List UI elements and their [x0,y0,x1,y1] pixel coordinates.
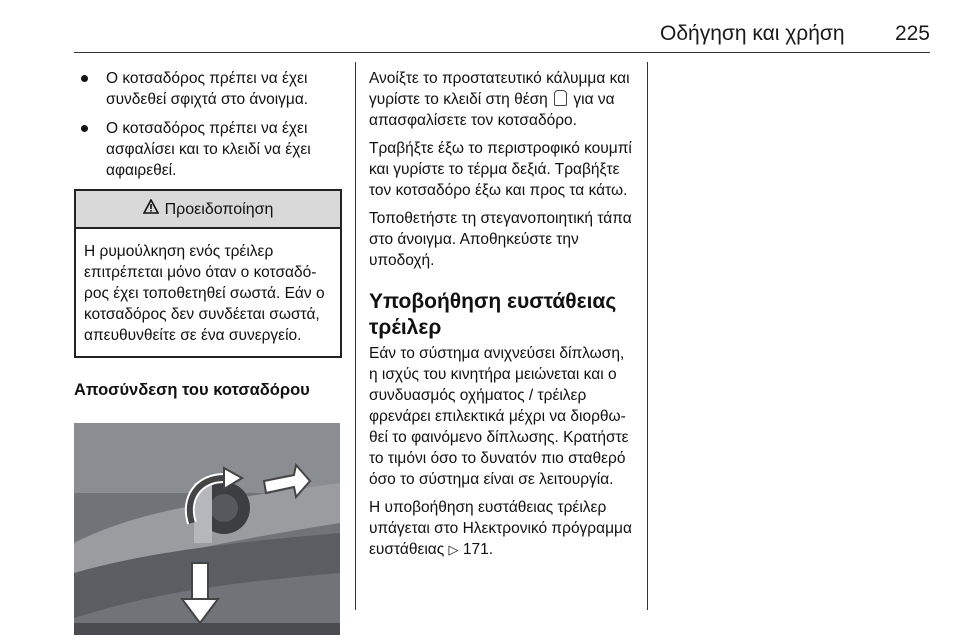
paragraph-text: Η υποβοήθηση ευστάθειας τρέιλερ υπάγεται στο Ηλεκτρονικό πρόγραμμα ευστάθειας [369,499,632,558]
warning-box [74,189,342,358]
page-number: 225 [894,22,930,45]
warning-triangle-icon [143,199,159,220]
cross-reference-icon: ▷ [448,542,459,557]
warning-title: Προειδοποίηση [164,200,274,218]
paragraph [369,68,634,131]
section-subheading: Αποσύνδεση του κοτσαδόρου [74,381,310,399]
header-title: Οδήγηση και χρήση [660,22,845,45]
paragraph: Τοποθετήστε τη στεγανοποιητική τάπα στο άνοιγμα. Αποθηκεύστε την υποδοχή. [369,210,632,269]
column-divider [355,62,356,610]
section-heading: Υποβοήθηση ευστάθειας τρέιλερ [369,290,617,339]
paragraph: Εάν το σύστημα ανιχνεύσει δίπλωση, η ισχύς του κινητήρα μειώνεται και ο συνδυασμός οχήματος / τρέιλερ φρενάρει επιλεκτικά μέχρι να διορθωθεί το φαινόμενο δίπλωσης. Κρατήστε το τιμόνι όσο το δυνατόν πιο σταθερό όσο το σύστημα είναι σε λειτουργία. [369,345,629,488]
paragraph-text: για να απασφαλίσετε τον κοτσαδόρο. [369,91,615,129]
paragraph [369,497,634,560]
right-margin-rule [647,62,648,610]
unlock-key-icon [554,90,567,106]
list-item [74,68,340,110]
list-item [74,118,340,181]
header-rule [74,52,930,53]
warning-text: Η ρυμούλκηση ενός τρέιλερ επιτρέπεται μόνο όταν ο κοτσαδόρος έχει τοποθετηθεί σωστά. Εάν ο κοτσαδόρος δεν συνδέεται σωστά, απευθυνθείτε σε ένα συνεργείο. [84,243,325,344]
right-column [369,68,634,567]
bullet-icon [81,125,88,132]
tow-hitch-photo [74,423,340,635]
warning-header [76,191,340,229]
left-column [74,68,340,635]
paragraph: Τραβήξτε έξω το περιστροφικό κουμπί και γυρίστε το τέρμα δεξιά. Τραβήξτε τον κοτσαδόρο έξω και προς τα κάτω. [369,140,632,199]
bullet-icon [81,75,88,82]
bullet-text: Ο κοτσαδόρος πρέπει να έχει ασφαλίσει και το κλειδί να έχει αφαιρεθεί. [106,120,311,179]
bullet-text: Ο κοτσαδόρος πρέπει να έχει συνδεθεί σφιχτά στο άνοιγμα. [106,70,309,108]
paragraph-text: Ανοίξτε το προστατευτικό κάλυμμα και γυρίστε το κλειδί στη θέση [369,70,630,108]
bullet-list [74,68,340,181]
page-reference[interactable]: 171. [462,541,494,558]
